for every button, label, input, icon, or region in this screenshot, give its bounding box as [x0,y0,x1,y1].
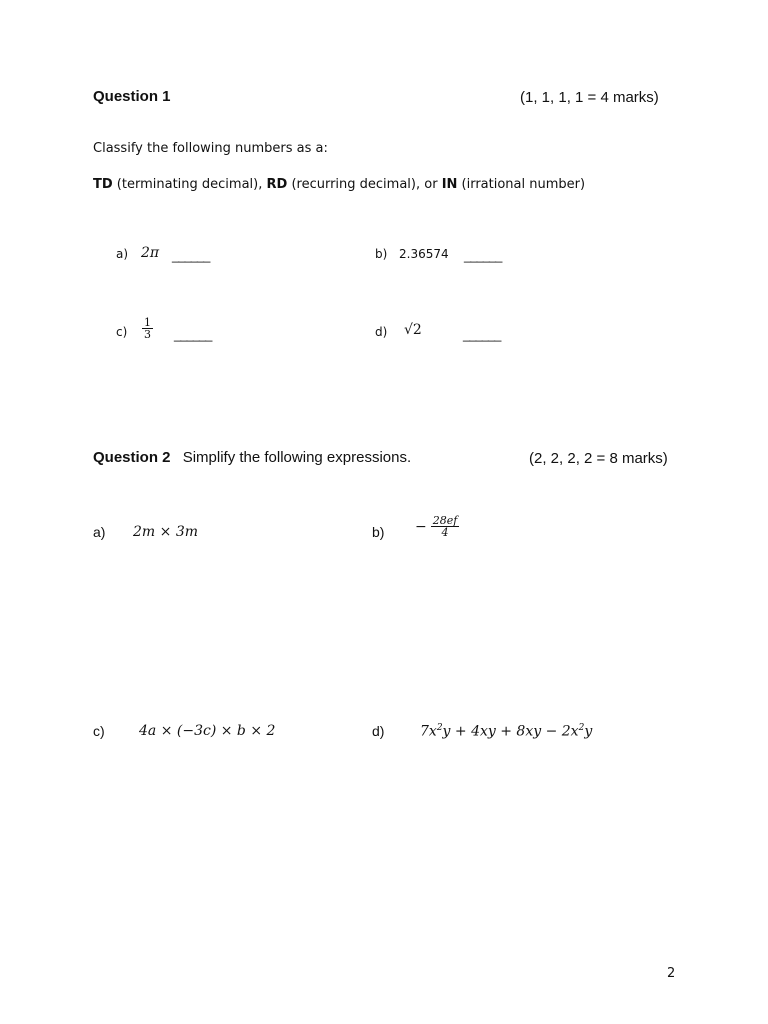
minus-sign: − [415,518,427,535]
classification-options [93,177,585,192]
q2-item-a-label: a) [93,524,106,540]
q1-item-d-label: d) [375,325,388,339]
q1-item-d-answer-blank[interactable]: ______ [463,327,501,342]
question-2-title: Question 2 [93,449,171,466]
question-1-title: Question 1 [93,88,171,105]
exponent-1: 2 [436,723,443,733]
question-1-marks: (1, 1, 1, 1 = 4 marks) [520,89,659,106]
exponent-2: 2 [578,723,585,733]
page-number: 2 [667,966,676,981]
expr-part-2: y + 4xy + 8xy − 2x [442,723,579,740]
q1-item-c-fraction [142,316,153,340]
rd-abbr: RD [266,177,288,192]
q2-item-a-expression: 2m × 3m [133,524,198,540]
question-2-marks: (2, 2, 2, 2 = 8 marks) [529,450,668,467]
fraction-denominator: 3 [144,328,151,341]
question-1-instruction: Classify the following numbers as a: [93,141,328,156]
q1-item-b-label: b) [375,247,388,261]
td-text: (terminating decimal), [112,177,267,192]
q1-item-b-expression: 2.36574 [399,247,449,261]
rd-text: (recurring decimal), or [287,177,442,192]
in-text: (irrational number) [457,177,586,192]
in-abbr: IN [441,177,458,192]
expr-part-1: 7x [420,723,437,740]
q1-item-a-expression: 2π [141,245,160,261]
q2-item-d-expression [420,723,592,740]
q2-item-d-label: d) [372,723,385,739]
td-abbr: TD [93,177,113,192]
q1-item-a-answer-blank[interactable]: ______ [172,248,210,263]
q1-item-b-answer-blank[interactable]: ______ [464,248,502,263]
q1-item-c-label: c) [116,325,128,339]
q2-item-c-expression: 4a × (−3c) × b × 2 [139,723,276,739]
q2-item-b-label: b) [372,524,385,540]
question-2-heading [93,449,411,466]
q1-item-a-label: a) [116,247,129,261]
q2-item-b-expression [415,515,459,538]
fraction-numerator: 1 [144,316,151,329]
expr-part-3: y [584,723,593,740]
question-2-prompt: Simplify the following expressions. [182,449,412,466]
q1-item-d-expression: √2 [404,322,422,338]
fraction-denominator: 4 [441,526,449,539]
q1-item-c-answer-blank[interactable]: ______ [174,327,212,342]
fraction-numerator: 28ef [432,514,458,527]
q2-item-c-label: c) [93,723,105,739]
